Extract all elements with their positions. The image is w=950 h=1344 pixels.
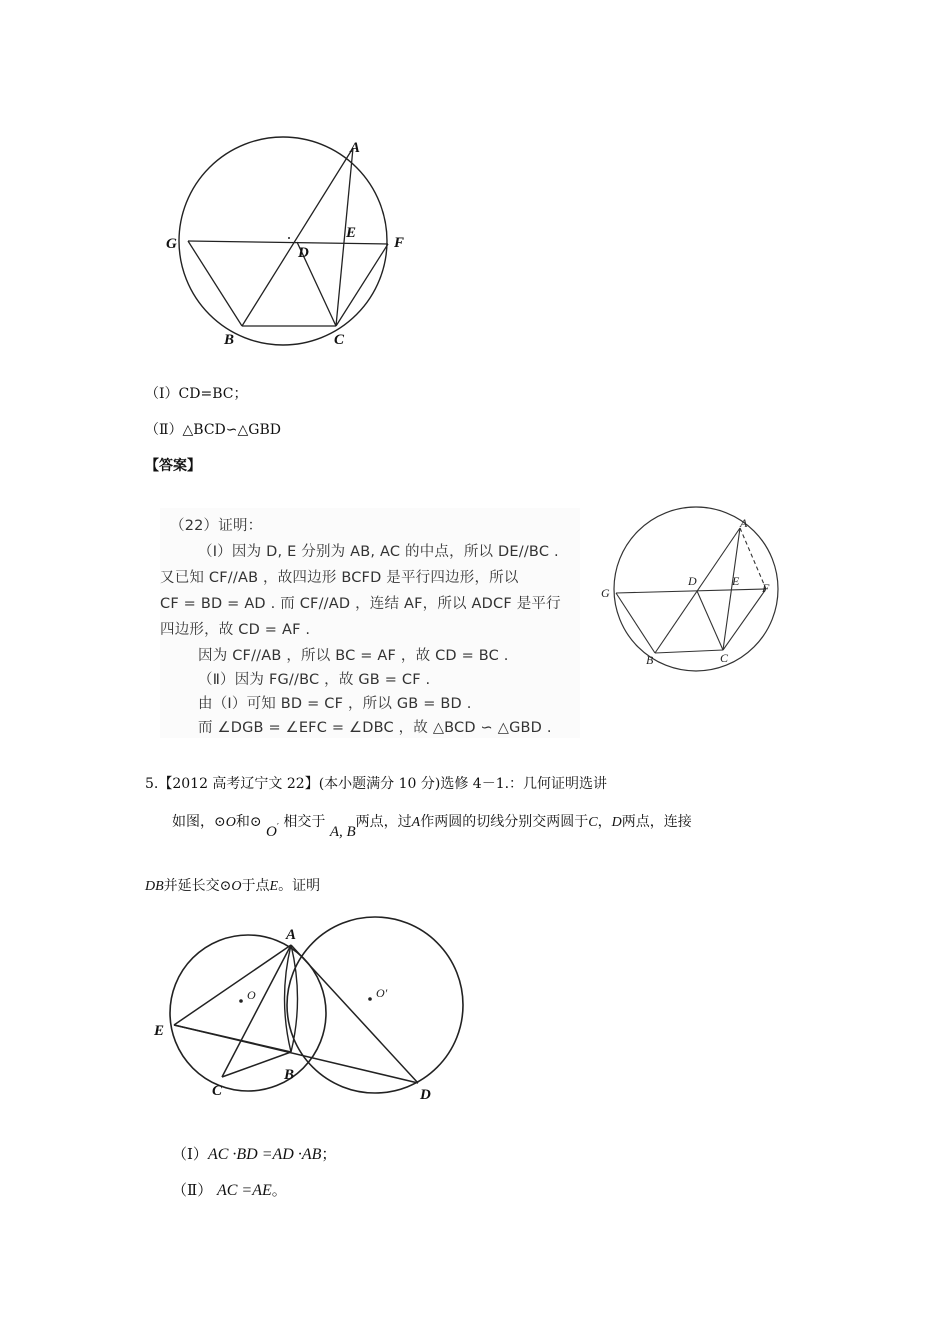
label-b: B — [646, 653, 654, 667]
proof-line: （Ⅰ）因为 D, E 分别为 AB, AC 的中点，所以 DE//BC . — [198, 544, 559, 560]
label-c: C — [334, 332, 345, 348]
label-g: G — [601, 586, 610, 600]
problem-5-title: 5.【2012 高考辽宁文 22】(本小题满分 10 分)选修 4－1.：几何证明选讲 — [145, 776, 608, 792]
proof-line: CF = BD = AD . 而 CF//AD ，连结 AF，所以 ADCF 是平行 — [160, 596, 561, 612]
proof-line: 又已知 CF//AB ，故四边形 BCFD 是平行四边形，所以 — [160, 570, 519, 586]
problem-5-line-2: DB并延长交⊙O于点E。证明 — [145, 878, 321, 894]
segment-af-dashed — [740, 528, 766, 589]
part-2-statement: （Ⅱ）△BCD∽△GBD — [145, 422, 281, 438]
label-f: F — [394, 235, 405, 251]
label-e: E — [732, 574, 740, 588]
label-c: C — [720, 651, 729, 665]
problem-5-part-1: （Ⅰ）AC ·BD =AD ·AB； — [172, 1145, 337, 1163]
segment-fc — [336, 244, 388, 326]
label-d: D — [688, 574, 697, 588]
problem-5-part-2: （Ⅱ） AC =AE。 — [172, 1181, 287, 1199]
label-d: D — [298, 245, 309, 261]
label-g: G — [166, 236, 177, 252]
figure-2-circle — [600, 505, 790, 675]
problem-5-line-1: 如图，⊙O和⊙ $O'$ 相交于 A, B两点，过A作两圆的切线分别交两圆于C，D两点，连接 — [172, 814, 692, 840]
figure-3-two-circles — [150, 915, 470, 1110]
proof-line: 四边形，故 CD = AF . — [160, 622, 311, 638]
label-b: B — [284, 1067, 295, 1083]
proof-line: 而 ∠DGB = ∠EFC = ∠DBC ，故 △BCD ∽ △GBD . — [198, 720, 552, 736]
label-a: A — [286, 927, 297, 943]
label-e: E — [154, 1023, 165, 1039]
label-o-prime: O′ — [376, 986, 388, 1000]
answer-heading: 【答案】 — [145, 458, 201, 474]
proof-line: 因为 CF//AB ，所以 BC = AF ，故 CD = BC . — [198, 648, 509, 664]
proof-line: （22）证明： — [170, 518, 263, 534]
figure-1-circle — [160, 130, 420, 355]
label-f: F — [762, 581, 770, 595]
label-d: D — [420, 1087, 431, 1103]
label-o: O — [247, 988, 256, 1002]
part-1-statement: （Ⅰ）CD=BC； — [145, 386, 248, 402]
proof-line: 由（Ⅰ）可知 BD = CF ，所以 GB = BD . — [198, 696, 472, 712]
label-e: E — [346, 225, 357, 241]
label-a: A — [740, 516, 748, 530]
segment-gf — [188, 241, 388, 244]
segment-ab — [242, 148, 353, 326]
label-c: C — [212, 1083, 223, 1099]
proof-line: （Ⅱ）因为 FG//BC ，故 GB = CF . — [198, 672, 431, 688]
label-a: A — [350, 140, 361, 156]
circle-o-prime — [287, 917, 463, 1093]
label-b: B — [224, 332, 235, 348]
segment-gb — [188, 241, 242, 326]
proof-block — [160, 508, 580, 738]
